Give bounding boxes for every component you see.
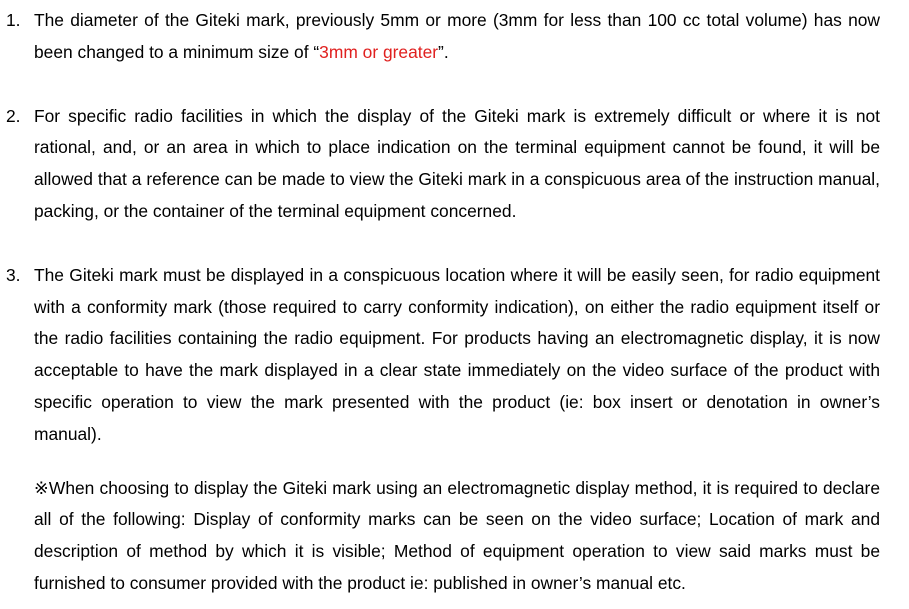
item-1-text-before: The diameter of the Giteki mark, previously 5mm or more (3mm for less than 100 cc total volume) has now been changed to a minimum size of “ bbox=[34, 10, 880, 62]
list-number-2: 2. bbox=[6, 105, 21, 126]
list-item-2 bbox=[0, 101, 909, 228]
list-item-1 bbox=[0, 5, 909, 69]
item-1-text-after: ”. bbox=[438, 41, 449, 62]
list-number-3: 3. bbox=[6, 264, 21, 285]
item-3-text: The Giteki mark must be displayed in a conspicuous location where it will be easily seen, for radio equipment with a conformity mark (those required to carry conformity indication), on either the radio equipment itself or the radio facilities containing the radio equipment. For products having an electromagnetic display, it is now acceptable to have the mark displayed in a clear state immediately on the video surface of the product with specific operation to view the mark presented with the product (ie: box insert or denotation in owner’s manual). bbox=[34, 264, 880, 444]
document-body bbox=[0, 5, 909, 600]
list-item-3 bbox=[0, 260, 909, 451]
highlight-min-size: 3mm or greater bbox=[319, 41, 439, 62]
note-paragraph bbox=[0, 473, 909, 600]
note-text: ※When choosing to display the Giteki mark using an electromagnetic display method, it is required to declare all of the following: Display of conformity marks can be seen on the video surface; Location of mark and description of method by which it is visible; Method of equipment operation to view said marks must be furnished to consumer provided with the product ie: published in owner’s manual etc. bbox=[34, 477, 880, 593]
list-number-1: 1. bbox=[6, 10, 21, 30]
item-2-text: For specific radio facilities in which the display of the Giteki mark is extremely difficult or where it is not rational, and, or an area in which to place indication on the terminal equipment cannot be found, it will be allowed that a reference can be made to view the Giteki mark in a conspicuous area of the instruction manual, packing, or the container of the terminal equipment concerned. bbox=[34, 105, 880, 221]
